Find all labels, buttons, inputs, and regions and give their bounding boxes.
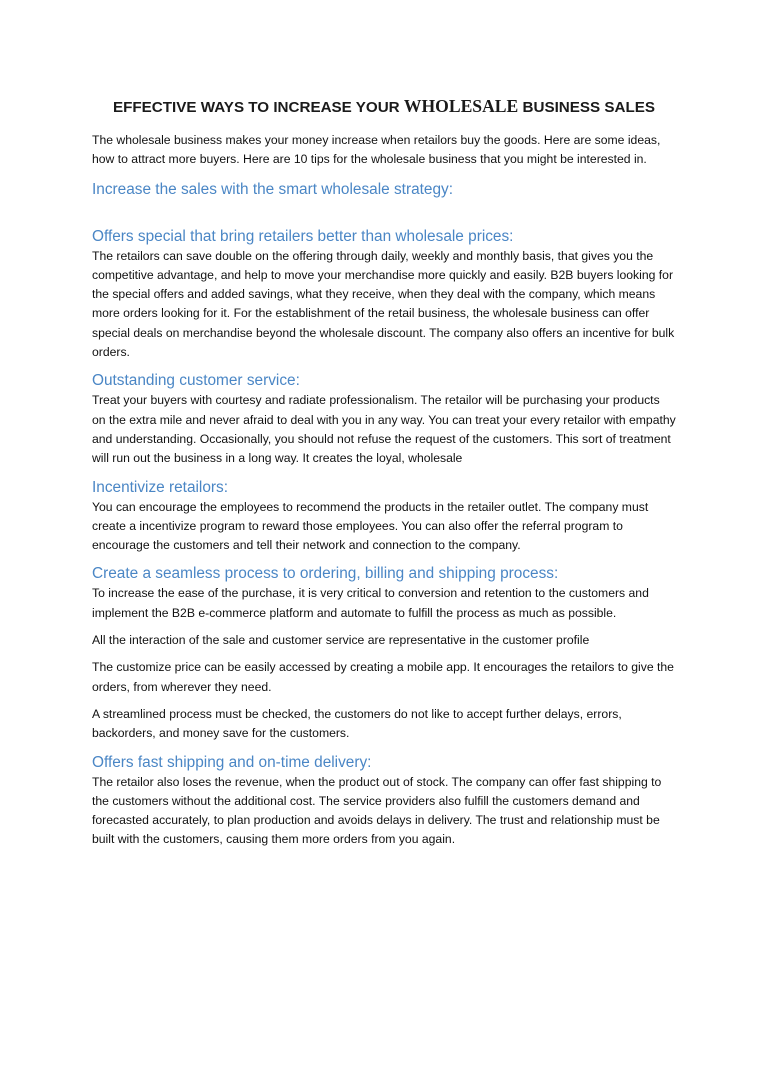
- seamless-paragraph-3: The customize price can be easily accessed by creating a mobile app. It encourages the retailors to give the orders, from wherever they need.: [92, 660, 674, 694]
- incentivize-paragraph: You can encourage the employees to recommend the products in the retailer outlet. The company must create a incentivize program to reward those employees. You can also offer the referral program to encourage the customers and tell their network and connection to the company.: [92, 499, 649, 553]
- customer-service-paragraph: Treat your buyers with courtesy and radiate professionalism. The retailor will be purchasing your products on the extra mile and never afraid to deal with you in any way. You can treat your every retailor with empathy and understanding. Occasionally, you should not refuse the request of the customers. This sort of treatment will run out the business in a long way. It creates the loyal, wholesale: [92, 393, 676, 466]
- section-heading-seamless-process: Create a seamless process to ordering, billing and shipping process:: [92, 565, 559, 583]
- seamless-paragraph-2: All the interaction of the sale and customer service are representative in the customer profile: [92, 633, 590, 648]
- special-offers-paragraph: The retailors can save double on the offering through daily, weekly and monthly basis, that gives you the competitive advantage, and help to move your merchandise more quickly and easily. B2B buyers looking for the special offers and added savings, what they receive, when they deal with the company, which means more orders looking for it. For the establishment of the retail business, the wholesale business can offer special deals on merchandise beyond the wholesale discount. The company also offers an incentive for bulk orders.: [92, 248, 675, 360]
- page-title: [92, 94, 676, 120]
- section-heading-strategy: Increase the sales with the smart wholesale strategy:: [92, 180, 453, 198]
- title-part-2: BUSINESS SALES: [522, 99, 656, 116]
- intro-paragraph: The wholesale business makes your money increase when retailors buy the goods. Here are some ideas, how to attract more buyers. Here are 10 tips for the wholesale business that you might be interested in.: [92, 133, 661, 167]
- section-heading-customer-service: Outstanding customer service:: [92, 372, 300, 390]
- fast-shipping-paragraph: The retailor also loses the revenue, when the product out of stock. The company can offer fast shipping to the customers without the additional cost. The service providers also fulfill the customers demand and forecasted accurately, to plan production and avoids delays in delivery. The trust and relationship must be built with the customers, causing them more orders from you again.: [92, 774, 662, 847]
- section-heading-incentivize: Incentivize retailors:: [92, 478, 229, 496]
- title-emphasis: WHOLESALE: [403, 96, 519, 116]
- section-heading-fast-shipping: Offers fast shipping and on-time delivery:: [92, 753, 372, 771]
- seamless-paragraph-1: To increase the ease of the purchase, it is very critical to conversion and retention to the customers and implement the B2B e-commerce platform and automate to fulfill the process as much as possible.: [92, 586, 649, 620]
- seamless-paragraph-4: A streamlined process must be checked, the customers do not like to accept further delays, errors, backorders, and money save for the customers.: [92, 706, 622, 741]
- section-heading-special-offers: Offers special that bring retailers better than wholesale prices:: [92, 227, 514, 245]
- title-part-1: EFFECTIVE WAYS TO INCREASE YOUR: [112, 99, 400, 116]
